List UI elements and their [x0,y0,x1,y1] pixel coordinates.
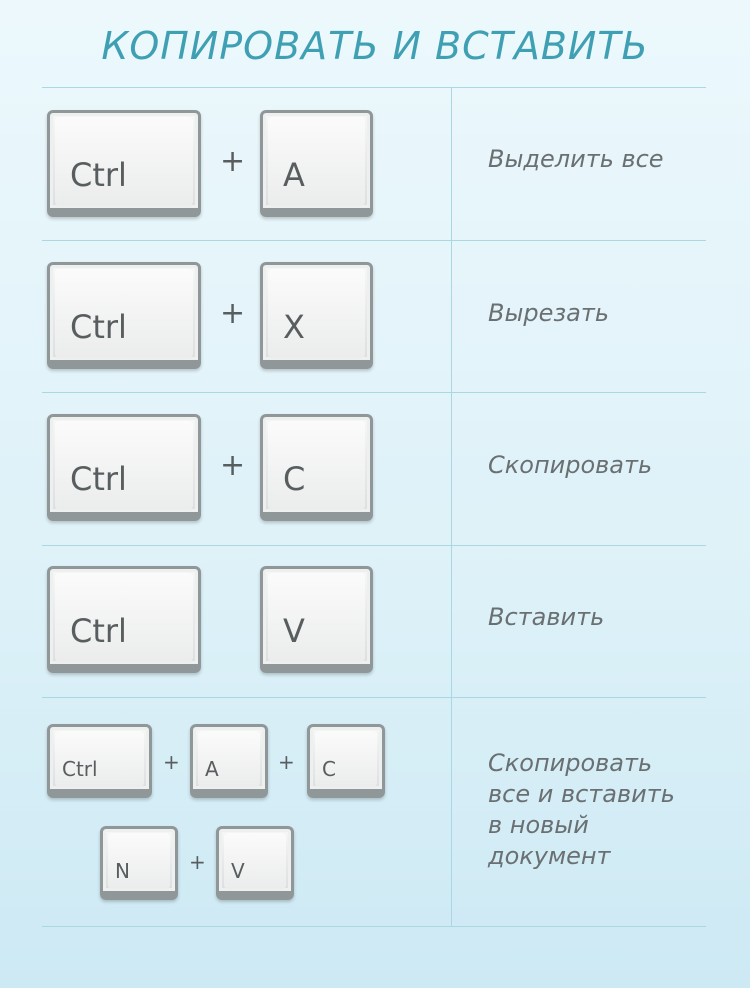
description: Вырезать [488,299,610,327]
page-title: КОПИРОВАТЬ И ВСТАВИТЬ [101,24,649,68]
description: Выделить все [488,145,664,173]
column-divider [451,87,452,927]
ctrl-key: Ctrl [47,566,201,673]
row-divider [42,87,706,88]
plus-sign: + [278,750,295,774]
c-key: C [307,724,385,798]
description-line: документ [488,842,611,870]
description [488,748,675,872]
row-divider [42,392,706,393]
description-line: все и вставить [488,780,675,808]
v-key: V [216,826,294,900]
description-line: Скопировать [488,749,653,777]
description: Вставить [488,603,605,631]
row-divider [42,697,706,698]
row-divider [42,240,706,241]
ctrl-key: Ctrl [47,110,201,217]
row-divider [42,926,706,927]
a-key: A [190,724,268,798]
v-key: V [260,566,373,673]
c-key: C [260,414,373,521]
plus-sign: + [220,144,246,179]
plus-sign: + [220,448,246,483]
description: Скопировать [488,451,653,479]
ctrl-key: Ctrl [47,262,201,369]
n-key: N [100,826,178,900]
a-key: A [260,110,373,217]
x-key: X [260,262,373,369]
plus-sign: + [163,750,180,774]
plus-sign: + [220,296,246,331]
description-line: в новый [488,811,589,839]
ctrl-key: Ctrl [47,724,152,798]
plus-sign: + [189,850,206,874]
ctrl-key: Ctrl [47,414,201,521]
row-divider [42,545,706,546]
